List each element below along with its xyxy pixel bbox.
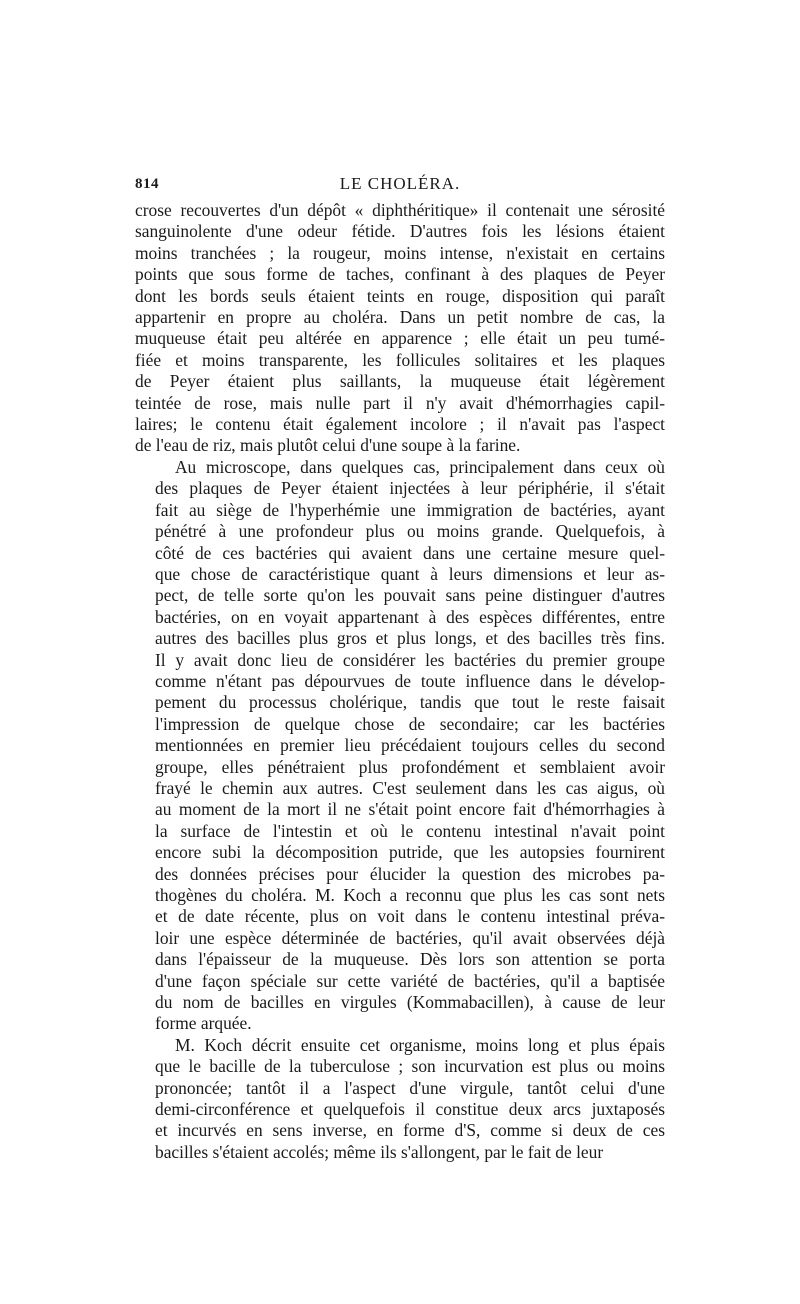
- text-line: que le bacille de la tuberculose ; son incurvation est plus ou moins: [155, 1056, 665, 1077]
- text-line: et de date récente, plus on voit dans le contenu intestinal préva-: [155, 906, 665, 927]
- text-line: points que sous forme de taches, confinant à des plaques de Peyer: [135, 264, 665, 285]
- text-line: forme arquée.: [155, 1013, 252, 1034]
- text-line: demi-circonférence et quelquefois il constitue deux arcs juxtaposés: [155, 1099, 665, 1120]
- paragraph: [135, 457, 665, 1035]
- text-line: de Peyer étaient plus saillants, la muqueuse était légèrement: [135, 371, 665, 392]
- running-head: [135, 172, 665, 200]
- text-line: prononcée; tantôt il a l'aspect d'une virgule, tantôt celui d'une: [155, 1077, 665, 1098]
- text-line: au moment de la mort il ne s'était point encore fait d'hémorrhagies à: [155, 799, 665, 820]
- book-page: [135, 172, 665, 1163]
- text-line: des données précises pour élucider la question des microbes pa-: [155, 863, 665, 884]
- text-line: que chose de caractéristique quant à leurs dimensions et leur as-: [155, 563, 665, 584]
- text-line: crose recouvertes d'un dépôt « diphthéritique» il contenait une sérosité: [135, 200, 665, 220]
- text-line: Au microscope, dans quelques cas, principalement dans ceux où: [175, 456, 665, 477]
- text-line: pect, de telle sorte qu'on les pouvait sans peine distinguer d'autres: [155, 585, 665, 606]
- text-line: l'impression de quelque chose de secondaire; car les bactéries: [155, 713, 665, 734]
- page-number: 814: [135, 176, 159, 192]
- text-line: et incurvés en sens inverse, en forme d'S, comme si deux de ces: [155, 1120, 665, 1141]
- text-line: fait au siège de l'hyperhémie une immigration de bactéries, ayant: [155, 499, 665, 520]
- text-line: thogènes du choléra. M. Koch a reconnu que plus les cas sont nets: [155, 885, 665, 905]
- text-line: mentionnées en premier lieu précédaient toujours celles du second: [155, 735, 665, 756]
- text-line: bactéries, on en voyait appartenant à des espèces différentes, entre: [155, 606, 665, 627]
- text-line: comme n'étant pas dépourvues de toute influence dans le dévelop-: [155, 670, 665, 691]
- text-line: des plaques de Peyer étaient injectées à leur périphérie, il s'était: [155, 478, 665, 499]
- text-line: laires; le contenu était également incolore ; il n'avait pas l'aspect: [135, 414, 665, 435]
- paragraph: [135, 1035, 665, 1163]
- running-title: LE CHOLÉRA.: [339, 174, 461, 193]
- text-line: bacilles s'étaient accolés; même ils s'allongent, par le fait de leur: [155, 1141, 604, 1162]
- text-line: appartenir en propre au choléra. Dans un petit nombre de cas, la: [135, 307, 665, 328]
- text-line: d'une façon spéciale sur cette variété de bactéries, qu'il a baptisée: [155, 970, 665, 991]
- text-line: la surface de l'intestin et où le contenu intestinal n'avait point: [155, 820, 665, 841]
- text-line: loir une espèce déterminée de bactéries, qu'il avait observées déjà: [155, 927, 665, 948]
- body-text: [135, 200, 665, 1163]
- text-line: autres des bacilles plus gros et plus longs, et des bacilles très fins.: [155, 628, 665, 649]
- text-line: du nom de bacilles en virgules (Kommabacillen), à cause de leur: [155, 992, 665, 1013]
- text-line: dont les bords seuls étaient teints en rouge, disposition qui paraît: [135, 285, 665, 306]
- text-line: M. Koch décrit ensuite cet organisme, moins long et plus épais: [175, 1034, 665, 1055]
- text-line: sanguinolente d'une odeur fétide. D'autres fois les lésions étaient: [135, 221, 665, 242]
- text-line: dans l'épaisseur de la muqueuse. Dès lors son attention se porta: [155, 949, 665, 970]
- text-line: côté de ces bactéries qui avaient dans une certaine mesure quel-: [155, 542, 665, 563]
- text-line: groupe, elles pénétraient plus profondément et semblaient avoir: [155, 756, 665, 777]
- text-line: fiée et moins transparente, les follicules solitaires et les plaques: [135, 349, 665, 370]
- text-line: pement du processus cholérique, tandis que tout le reste faisait: [155, 692, 665, 713]
- paragraph: [135, 200, 665, 457]
- text-line: Il y avait donc lieu de considérer les bactéries du premier groupe: [155, 649, 665, 670]
- text-line: encore subi la décomposition putride, que les autopsies fournirent: [155, 842, 665, 863]
- text-line: moins tranchées ; la rougeur, moins intense, n'existait en certains: [135, 242, 665, 263]
- text-line: pénétré à une profondeur plus ou moins grande. Quelquefois, à: [155, 521, 665, 542]
- text-line: muqueuse était peu altérée en apparence ; elle était un peu tumé-: [135, 328, 665, 349]
- text-line: frayé le chemin aux autres. C'est seulement dans les cas aigus, où: [155, 777, 665, 798]
- text-line: teintée de rose, mais nulle part il n'y avait d'hémorrhagies capil-: [135, 392, 665, 413]
- text-line: de l'eau de riz, mais plutôt celui d'une soupe à la farine.: [135, 435, 521, 456]
